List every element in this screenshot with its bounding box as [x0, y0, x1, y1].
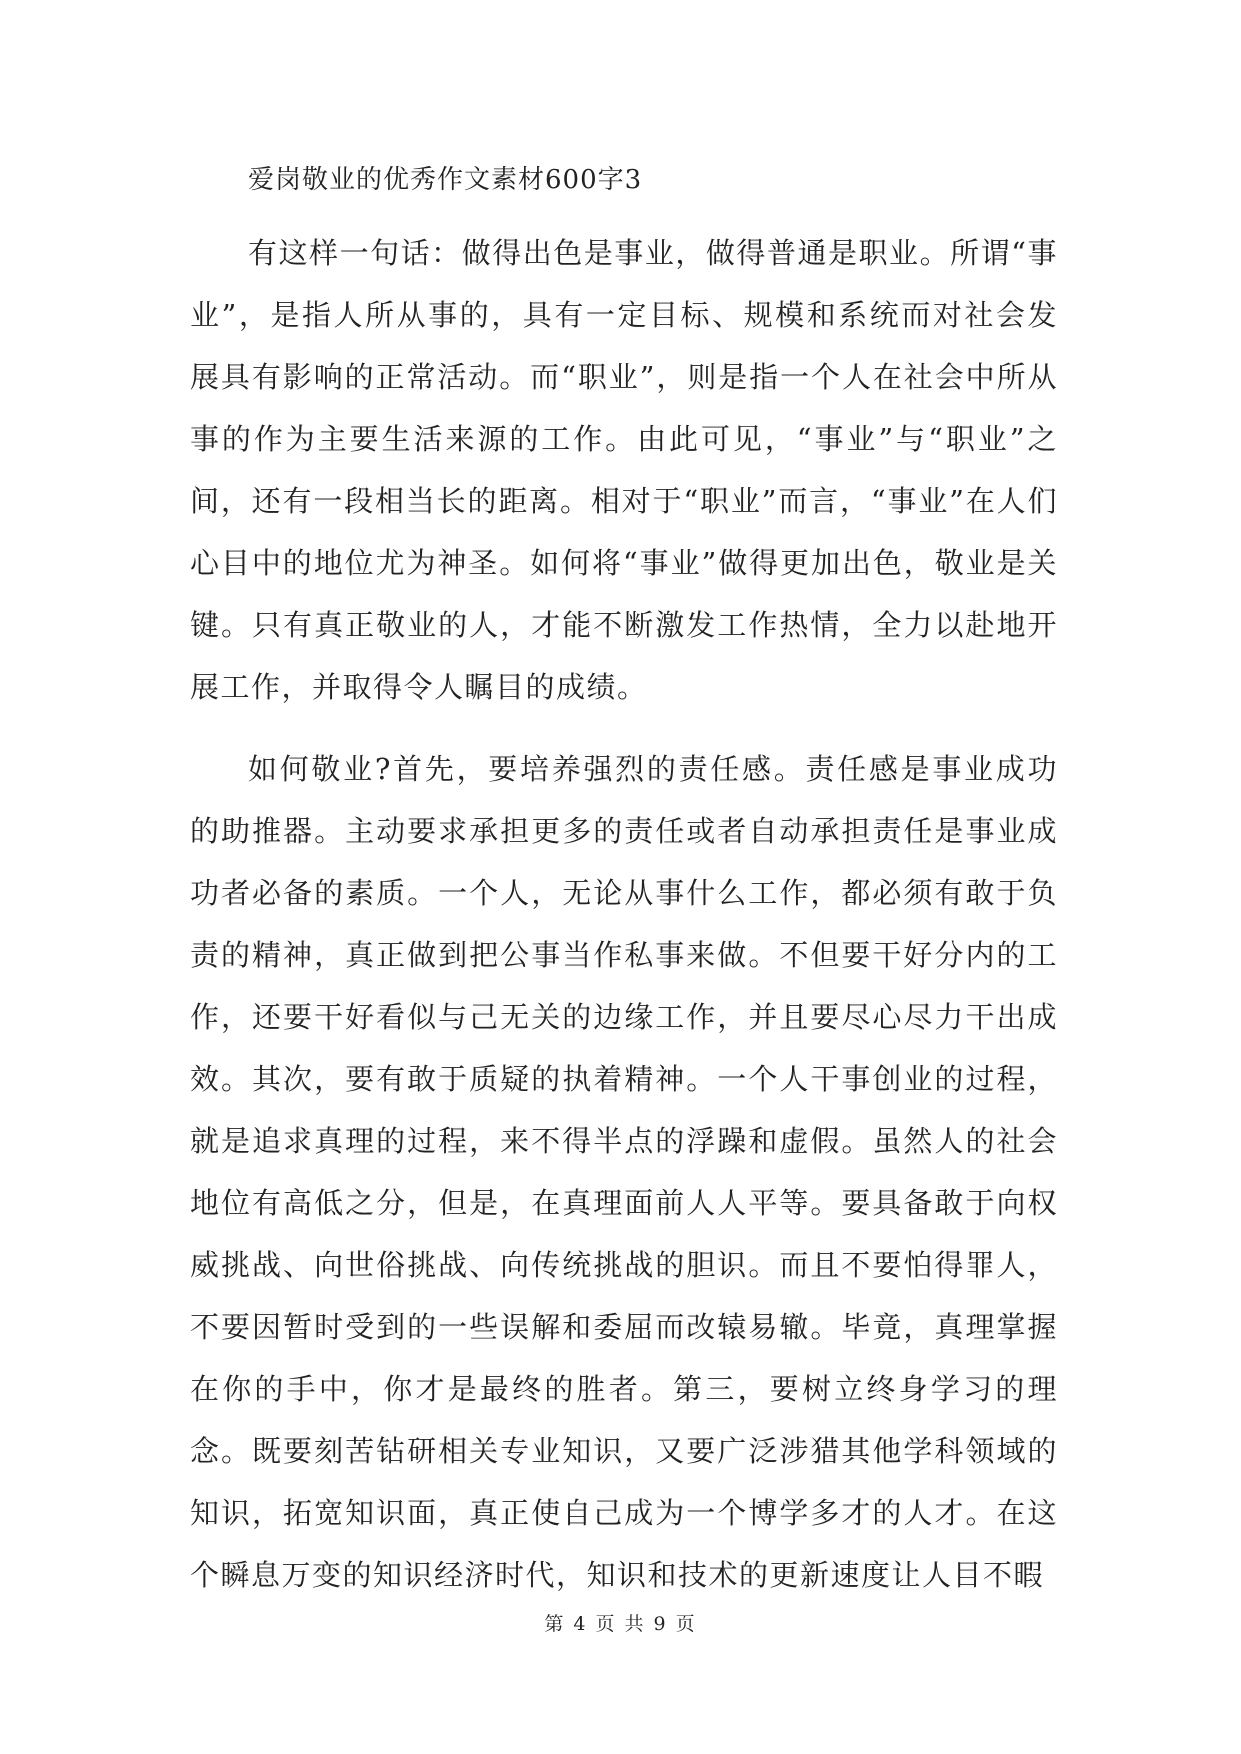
- paragraph-1: 有这样一句话：做得出色是事业，做得普通是职业。所谓“事业”，是指人所从事的，具有一定目标、规模和系统而对社会发展具有影响的正常活动。而“职业”，则是指一个人在社会中所从事的作为主要生活来源的工作。由此可见，“事业”与“职业”之间，还有一段相当长的距离。相对于“职业”而言，“事业”在人们心目中的地位尤为神圣。如何将“事业”做得更加出色，敬业是关键。只有真正敬业的人，才能不断激发工作热情，全力以赴地开展工作，并取得令人瞩目的成绩。: [190, 236, 1058, 704]
- document-body: [190, 160, 1058, 1626]
- document-title: 爱岗敬业的优秀作文素材600字3: [248, 165, 643, 195]
- page-number-footer: 第 4 页 共 9 页: [544, 1613, 697, 1635]
- paragraph-2: 如何敬业?首先，要培养强烈的责任感。责任感是事业成功的助推器。主动要求承担更多的责任或者自动承担责任是事业成功者必备的素质。一个人，无论从事什么工作，都必须有敢于负责的精神，真正做到把公事当作私事来做。不但要干好分内的工作，还要干好看似与己无关的边缘工作，并且要尽心尽力干出成效。其次，要有敢于质疑的执着精神。一个人干事创业的过程，就是追求真理的过程，来不得半点的浮躁和虚假。虽然人的社会地位有高低之分，但是，在真理面前人人平等。要具备敢于向权威挑战、向世俗挑战、向传统挑战的胆识。而且不要怕得罪人，不要因暂时受到的一些误解和委屈而改辕易辙。毕竟，真理掌握在你的手中，你才是最终的胜者。第三，要树立终身学习的理念。既要刻苦钻研相关专业知识，又要广泛涉猎其他学科领域的知识，拓宽知识面，真正使自己成为一个博学多才的人才。在这个瞬息万变的知识经济时代，知识和技术的更新速度让人目不暇: [190, 752, 1058, 1592]
